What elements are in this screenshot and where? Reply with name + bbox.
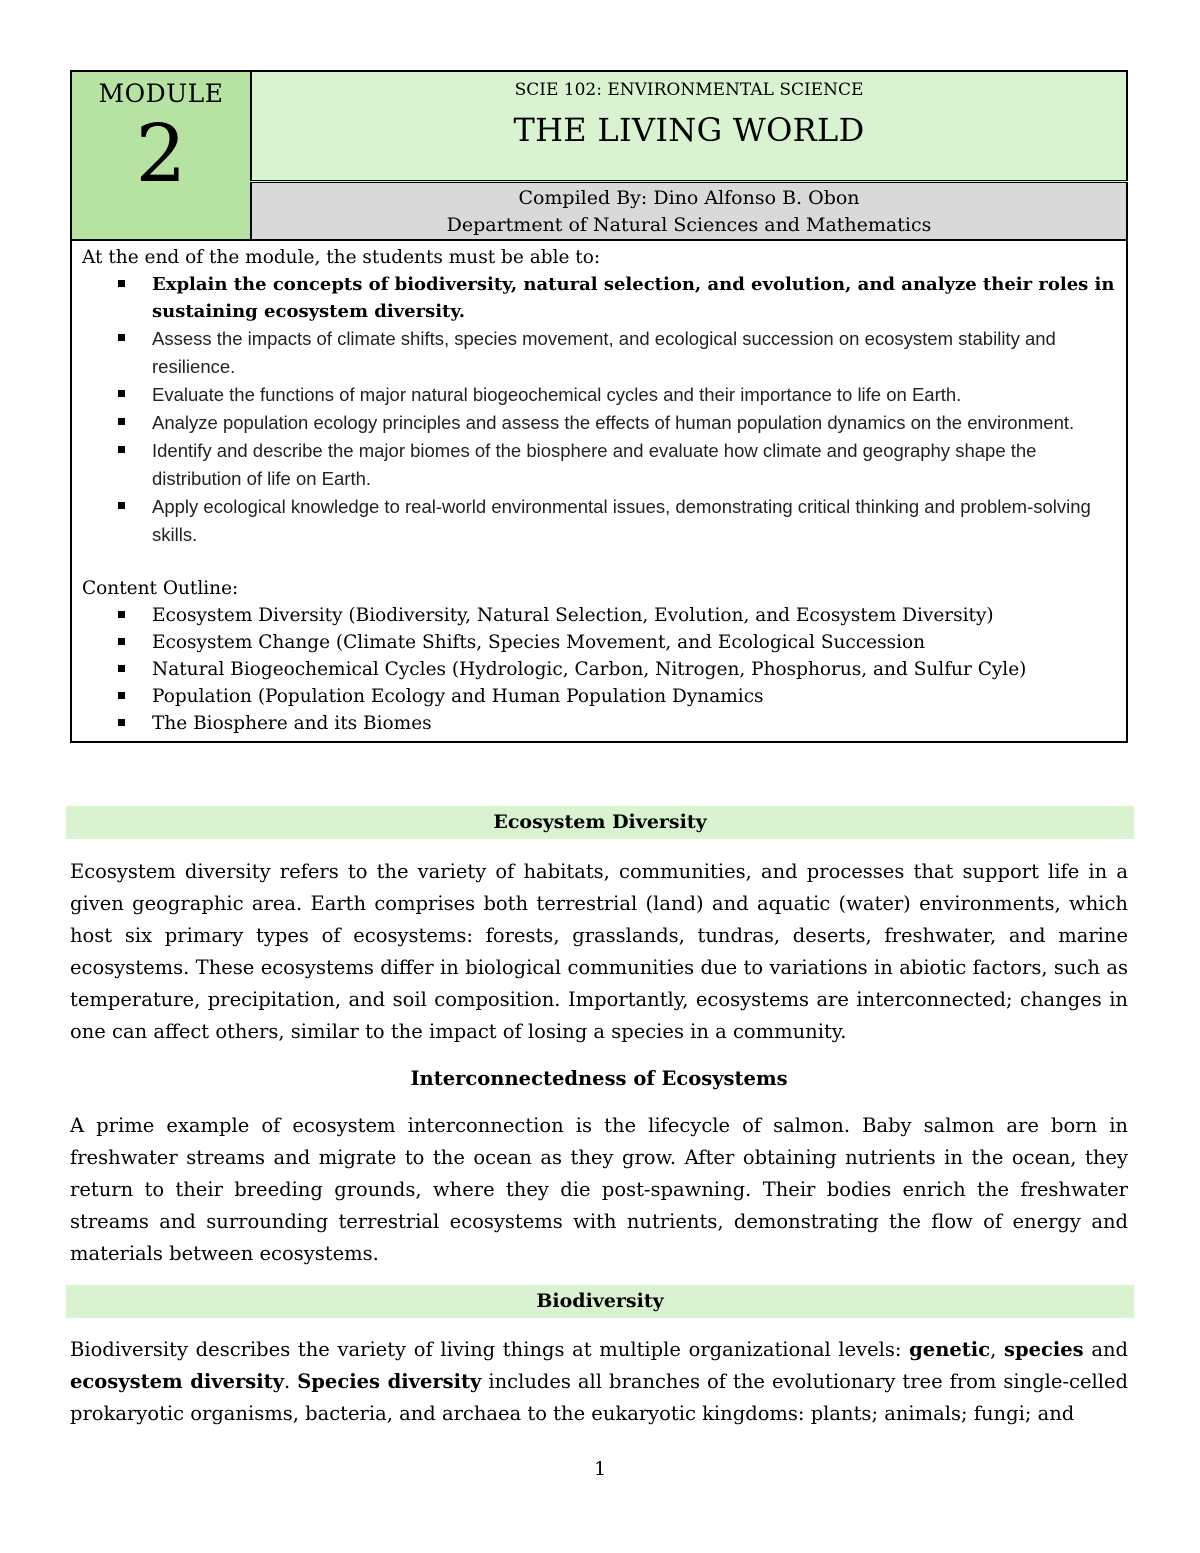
- department: Department of Natural Sciences and Mathematics: [446, 214, 932, 236]
- course-title: THE LIVING WORLD: [513, 111, 865, 149]
- objective-item: Apply ecological knowledge to real-world environmental issues, demonstrating critical thinking and problem-solving skills.: [152, 493, 1116, 549]
- objective-item: Identify and describe the major biomes of the biosphere and evaluate how climate and geography shape the distribution of life on Earth.: [152, 437, 1116, 493]
- objectives-list: [82, 271, 1116, 549]
- outline-title: Content Outline:: [82, 578, 239, 599]
- term-species: species: [1003, 1338, 1084, 1361]
- compiled-cell: [251, 182, 1127, 241]
- module-badge: [71, 71, 251, 240]
- outline-item: The Biosphere and its Biomes: [152, 710, 1116, 737]
- term-genetic: genetic: [909, 1338, 991, 1361]
- module-number: 2: [135, 107, 187, 200]
- section-heading-ecosystem-diversity: Ecosystem Diversity: [66, 806, 1134, 839]
- interconnectedness-paragraph: A prime example of ecosystem interconnection is the lifecycle of salmon. Baby salmon are born in freshwater streams and migrate to the ocean as they grow. After obtaining nutrients in the ocean, they return to their breeding grounds, where they die post-spawning. Their bodies enrich the freshwater streams and surrounding terrestrial ecosystems with nutrients, demonstrating the flow of energy and materials between ecosystems.: [70, 1114, 1128, 1265]
- ecosystem-diversity-paragraph: Ecosystem diversity refers to the variety of habitats, communities, and processes that support life in a given geographic area. Earth comprises both terrestrial (land) and aquatic (water) environments, which host six primary types of ecosystems: forests, grasslands, tundras, deserts, freshwater, and marine ecosystems. These ecosystems differ in biological communities due to variations in abiotic factors, such as temperature, precipitation, and soil composition. Importantly, ecosystems are interconnected; changes in one can affect others, similar to the impact of losing a species in a community.: [70, 860, 1128, 1043]
- term-species-diversity: Species diversity: [297, 1370, 482, 1393]
- course-code: SCIE 102: ENVIRONMENTAL SCIENCE: [514, 80, 864, 100]
- course-title-cell: [251, 71, 1127, 182]
- objective-item: Explain the concepts of biodiversity, natural selection, and evolution, and analyze their roles in sustaining ecosystem diversity.: [152, 271, 1116, 325]
- objectives-cell: [71, 240, 1127, 742]
- outline-item: Natural Biogeochemical Cycles (Hydrologic, Carbon, Nitrogen, Phosphorus, and Sulfur Cyle): [152, 656, 1116, 683]
- subheading-interconnectedness: Interconnectedness of Ecosystems: [410, 1067, 788, 1090]
- objective-item: Analyze population ecology principles and assess the effects of human population dynamics on the environment.: [152, 409, 1116, 437]
- biodiversity-paragraph: Biodiversity describes the variety of living things at multiple organizational levels: genetic, species and ecosystem diversity. Species diversity includes all branches of the evolutionary tree from single-celled prokaryotic organisms, bacteria, and archaea to the eukaryotic kingdoms: plants; animals; fungi; and: [70, 1338, 1128, 1425]
- compiled-by: Compiled By: Dino Alfonso B. Obon: [518, 187, 860, 209]
- outline-item: Population (Population Ecology and Human Population Dynamics: [152, 683, 1116, 710]
- term-ecosystem-diversity: ecosystem diversity: [70, 1370, 284, 1393]
- outline-list: [82, 602, 1116, 737]
- objectives-intro: At the end of the module, the students must be able to:: [82, 247, 601, 268]
- module-header: [70, 70, 1128, 743]
- module-word: MODULE: [98, 79, 224, 108]
- outline-item: Ecosystem Change (Climate Shifts, Species Movement, and Ecological Succession: [152, 629, 1116, 656]
- page-number: 1: [593, 1458, 607, 1480]
- section-heading-biodiversity: Biodiversity: [66, 1285, 1134, 1318]
- objective-item: Evaluate the functions of major natural biogeochemical cycles and their importance to life on Earth.: [152, 381, 1116, 409]
- objective-item: Assess the impacts of climate shifts, species movement, and ecological succession on ecosystem stability and resilience.: [152, 325, 1116, 381]
- header-table: [70, 70, 1128, 743]
- outline-item: Ecosystem Diversity (Biodiversity, Natural Selection, Evolution, and Ecosystem Diversity): [152, 602, 1116, 629]
